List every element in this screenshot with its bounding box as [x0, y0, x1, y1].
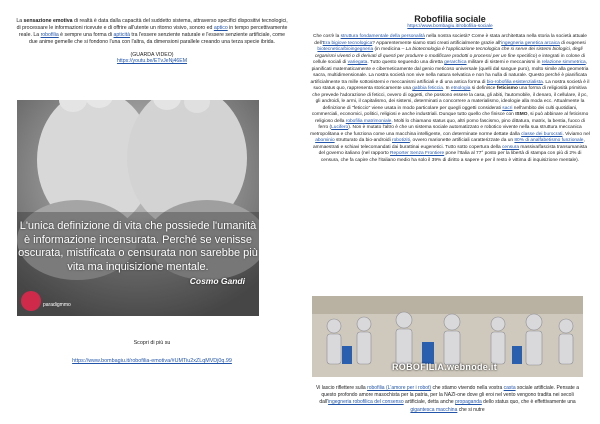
text-run: Che cos'è la — [313, 34, 341, 39]
inline-link[interactable]: variegata — [347, 60, 368, 65]
text-run: . La nostra società è il suo status quo, rappresenta storicamente una — [313, 79, 590, 91]
text-run: , pianificati matematicamente e ciberneticamente dal genio meticoso universale (quelli dal sangue puro), molto simile alla geometria sacra, multidimensionale. La nostra società non vive nella natura selvatica e non ha nulla di naturale. Questo perché è pianificata artificialmente tra mille sottosistemi e meccanismi artificiali e di una antica forma di — [310, 60, 589, 85]
paradigmmo-logo-icon — [21, 291, 41, 311]
text-run: è sempre una forma di — [58, 31, 114, 38]
quote-author: Cosmo Gandi — [189, 276, 245, 286]
inline-link[interactable]: biotecnetica/bioingegneria — [317, 47, 374, 52]
inline-link[interactable]: gabbia feticcia — [412, 86, 443, 91]
logo-text: paradigmmo — [43, 302, 71, 308]
inline-link[interactable]: censura — [502, 144, 520, 150]
inline-link[interactable]: ingegneria robofilica del consenso — [328, 399, 404, 406]
title-link[interactable]: https://www.bombagiu.it/robofilia-sociale — [407, 24, 493, 29]
inline-link[interactable]: ingegneria genetica arcaica — [501, 40, 560, 46]
inline-link[interactable]: classe dei burocrati — [521, 131, 563, 137]
text-run: pone l'Italia al 77° posto per la libertà di stampa con più di 2% di censura, che fa capire che l'italiano medio ha solo il 39% di diritto a sapere e per il resto è vittima di inquisizione mentale). — [320, 151, 582, 163]
inline-link[interactable]: struttura fondamentale della personalità — [340, 34, 425, 39]
inline-link[interactable]: robofilia matrimoniale — [345, 118, 392, 124]
inline-link[interactable]: propaganda — [455, 399, 482, 406]
robots-image — [312, 296, 583, 377]
text-run: massiva/fascista transumanista del governo italiano (nel rapporto — [318, 144, 588, 156]
text-run: , si può abbinare al feticismo religioso della — [315, 112, 589, 124]
intro-paragraph — [14, 18, 290, 46]
text-run: militare di sistemi e meccanismi in — [466, 60, 542, 65]
text-run: , ammaestrati e schiavi telecomandati dai burattinai eugenetici. Tutto sotto copertura della — [312, 138, 585, 150]
text-run: in tempo percettivamente reale. La — [18, 24, 288, 38]
inline-link[interactable]: Lucifero — [331, 125, 349, 130]
image-caption: ROBOFILIA.webnode.it — [392, 362, 497, 372]
text-run: (in medicina – — [373, 47, 406, 52]
inline-link[interactable]: gigantesca macchina — [410, 406, 458, 413]
text-run: . Molti lo chiamano status quo, altri pomo fascismo, pino dittatura, matrix, la bestia, fuoco di ferro ( — [318, 118, 585, 130]
text-run: Vi lascio riflettere sulla — [316, 385, 368, 391]
text-run: tra l'essere senziente naturale e l'essere senziente artificiale, come due anime gemelle che si fondono l'una con l'altra, da dimensioni parallele creando una terza specie ibrida. — [29, 31, 286, 45]
text-run: una forma di religiosità primitiva che prevede l'adorazione di feticci, ovvero di oggetti, che possono essere la casa, gli abiti, l'automobile, il denaro, il cellulare, il pc, gli androidi, le armi, il capitalismo, dei sistemi, determinati a concorrere a materialismo, ideologie alla moda ecc. Attualmente la definizione di "feticcio" viene usata in modo particolare per quegli oggetti considerati — [312, 86, 588, 111]
inline-link[interactable]: robofilia (L'amore per i robot) — [367, 385, 432, 391]
bottom-paragraph — [312, 385, 583, 414]
text-run: . Tutto questo seguendo una diretta — [367, 60, 445, 65]
text-run: di realtà è data dalla capacità del suddetto sistema, attraverso specifici dispositivi tecnologici, di processare le informazioni ricevute e di offrire all'utente un ritorno visivo, sonoro ed — [16, 18, 288, 31]
more-link[interactable]: https://www.bombagiu.it/robofilia-emotiva/#UMTiu2xZLqMVDj0q.99 — [72, 358, 232, 364]
inline-link[interactable]: casta — [503, 385, 516, 391]
text-run: nell'ambito dei culti quotidiani, commerciali, economici, politici, religiosi e anche industriali. Dunque tutto quello che finisce con — [311, 105, 578, 117]
italic-text: La biotecnologia è l'applicazione tecnologica che si serve dei sistemi biologici, degli organismi viventi o di derivati di questi per produrre o modificare prodotti o processi per un fine specifico — [314, 47, 583, 59]
inline-link[interactable]: robotiziti — [392, 138, 410, 143]
inline-link[interactable]: aptico — [213, 24, 228, 31]
text-run: . In — [442, 86, 451, 91]
inline-link[interactable]: gerarchica — [444, 60, 467, 65]
text-run: sociale artificiale. Pensate a questo profondo amore masochista per la patria, per la NAZI-one dove gli eroi nel vento vengono tradita nei secoli dall' — [319, 385, 579, 406]
inline-link[interactable]: robofilia — [40, 31, 59, 38]
inline-link[interactable]: relazione simmetrica — [541, 60, 586, 65]
text-run: ) e integrati in colone di cellule sociali di — [312, 53, 586, 65]
inline-link[interactable]: etnologia — [450, 86, 471, 91]
video-link[interactable]: https://youtu.be/ETvJeNj46EM — [116, 57, 188, 64]
text-run: che si nutre — [457, 406, 485, 413]
quote-text: L'unica definizione di vita che possiede l'umanità è informazione incensurata. Perché se venisse oscurata, mistificata o censurata non sarebbe più vita ma inquisizione mentale. — [18, 220, 258, 273]
text-run: , ovvero marionette artificiali caratterizzate da un — [409, 138, 515, 143]
inline-link[interactable]: Era bigiove tecnologica — [322, 40, 373, 46]
bold-text: sensazione emotiva — [23, 18, 73, 24]
text-run: dello status quo, che è effettivamente una — [481, 399, 576, 406]
right-column — [310, 14, 590, 164]
text-run: La — [16, 18, 24, 24]
inline-link[interactable]: 80% di analfabetismo funzionale — [514, 138, 584, 143]
inline-link[interactable]: Reporter Senza Frontiere — [390, 151, 445, 156]
text-run: ). Non è mutato l'altro è che un sistema sociale automatizzato e robotico vivente nella sua struttura meccanica metropolitana e che funziona come una macchina intelligente, con determinate norme dettate dalla — [310, 125, 582, 137]
text-run: strutturato da bio-androidi — [334, 138, 392, 143]
inline-link[interactable]: bio-robofilia esistenzialista — [486, 79, 543, 85]
inline-link[interactable]: sacri — [502, 105, 513, 111]
video-label: (GUARDA VIDEO) — [130, 51, 174, 58]
page-title: Robofilia sociale — [414, 14, 486, 24]
text-run: di eugenesi — [559, 40, 586, 46]
text-run: artificiale, detta anche — [403, 399, 456, 406]
more-label: Scopri di più su — [133, 340, 171, 346]
text-run: ? Apparentemente siamo stati creati artificialmente grazie all' — [372, 40, 502, 46]
quote-photo — [17, 100, 259, 316]
inline-link[interactable]: apticità — [113, 31, 130, 38]
bold-text: feticismo — [496, 86, 518, 91]
text-run: si definisce — [470, 86, 497, 91]
bold-text: ISMO — [515, 112, 528, 117]
text-run: nella nostra società? Come è stata architettata nella storia la società attuale dell' — [314, 34, 587, 46]
text-run: che stiamo vivendo nella vostra — [431, 385, 504, 391]
inline-link[interactable]: abominio — [315, 138, 335, 143]
left-column — [14, 18, 290, 64]
text-run: . Viviamo nel — [562, 131, 590, 137]
body-paragraph — [310, 34, 590, 164]
